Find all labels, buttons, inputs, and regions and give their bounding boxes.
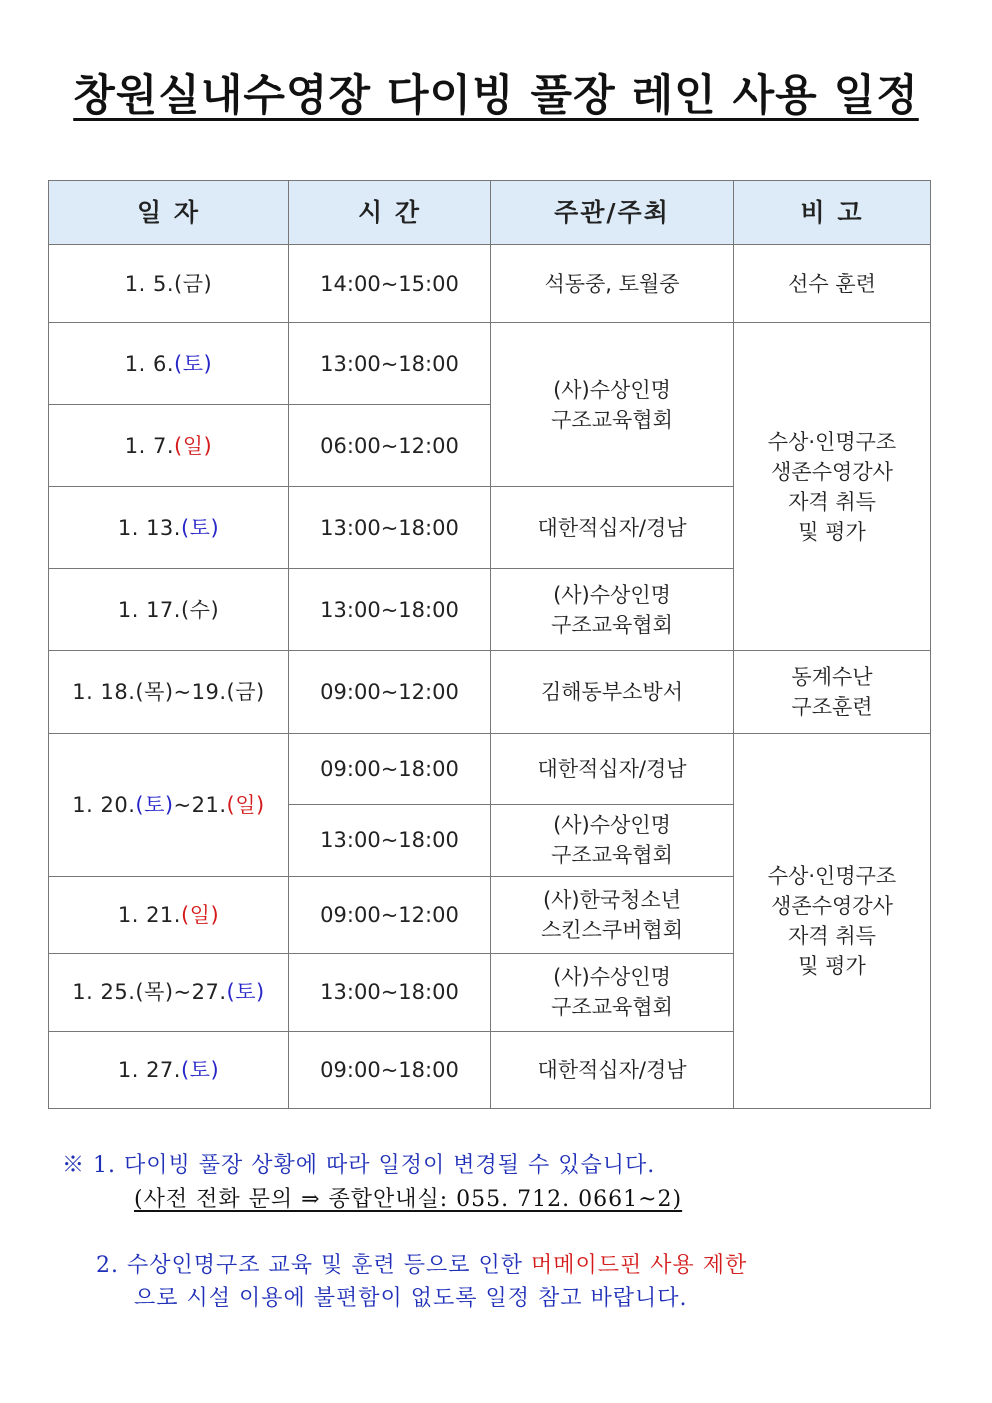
note-1-contact: (사전 전화 문의 ⇒ 종합안내실: 055. 712. 0661~2)	[134, 1187, 683, 1212]
host-cell: 대한적십자/경남	[491, 733, 734, 804]
remark-cell: 동계수난 구조훈련	[734, 651, 931, 733]
date-cell: 1. 20.(토)~21.(일)	[49, 733, 289, 876]
note-2: 2. 수상인명구조 교육 및 훈련 등으로 인한 머메이드핀 사용 제한	[96, 1253, 748, 1278]
header-remark: 비 고	[734, 181, 931, 245]
time-cell: 09:00~12:00	[289, 651, 491, 733]
date-cell: 1. 25.(목)~27.(토)	[49, 953, 289, 1031]
date-cell: 1. 27.(토)	[49, 1031, 289, 1108]
time-cell: 14:00~15:00	[289, 245, 491, 323]
note-1: ※ 1. 다이빙 풀장 상황에 따라 일정이 변경될 수 있습니다.	[62, 1153, 656, 1178]
time-cell: 13:00~18:00	[289, 804, 491, 876]
date-cell: 1. 17.(수)	[49, 569, 289, 651]
table-row	[49, 651, 931, 733]
host-cell: (사)수상인명 구조교육협회	[491, 953, 734, 1031]
time-cell: 13:00~18:00	[289, 569, 491, 651]
host-cell: 대한적십자/경남	[491, 487, 734, 569]
time-cell: 06:00~12:00	[289, 405, 491, 487]
remark-cell: 수상·인명구조 생존수영강사 자격 취득 및 평가	[734, 323, 931, 651]
host-cell: 대한적십자/경남	[491, 1031, 734, 1108]
table-row	[49, 323, 931, 405]
time-cell: 09:00~18:00	[289, 1031, 491, 1108]
time-cell: 13:00~18:00	[289, 953, 491, 1031]
header-host: 주관/주최	[491, 181, 734, 245]
page-title: 창원실내수영장 다이빙 풀장 레인 사용 일정	[73, 71, 919, 121]
date-cell: 1. 13.(토)	[49, 487, 289, 569]
note-2-cont: 으로 시설 이용에 불편함이 없도록 일정 참고 바랍니다.	[134, 1286, 688, 1311]
schedule-table	[48, 180, 931, 1109]
date-cell: 1. 6.(토)	[49, 323, 289, 405]
host-cell: 김해동부소방서	[491, 651, 734, 733]
time-cell: 09:00~12:00	[289, 876, 491, 953]
table-header-row	[49, 181, 931, 245]
time-cell: 13:00~18:00	[289, 323, 491, 405]
header-time: 시 간	[289, 181, 491, 245]
table-row	[49, 733, 931, 804]
header-date: 일 자	[49, 181, 289, 245]
table-row	[49, 245, 931, 323]
host-cell: (사)수상인명 구조교육협회	[491, 323, 734, 487]
remark-cell: 수상·인명구조 생존수영강사 자격 취득 및 평가	[734, 733, 931, 1108]
time-cell: 09:00~18:00	[289, 733, 491, 804]
host-cell: (사)수상인명 구조교육협회	[491, 804, 734, 876]
host-cell: (사)한국청소년 스킨스쿠버협회	[491, 876, 734, 953]
time-cell: 13:00~18:00	[289, 487, 491, 569]
host-cell: 석동중, 토월중	[491, 245, 734, 323]
date-cell: 1. 21.(일)	[49, 876, 289, 953]
date-cell: 1. 18.(목)~19.(금)	[49, 651, 289, 733]
date-cell: 1. 5.(금)	[49, 245, 289, 323]
date-cell: 1. 7.(일)	[49, 405, 289, 487]
remark-cell: 선수 훈련	[734, 245, 931, 323]
host-cell: (사)수상인명 구조교육협회	[491, 569, 734, 651]
